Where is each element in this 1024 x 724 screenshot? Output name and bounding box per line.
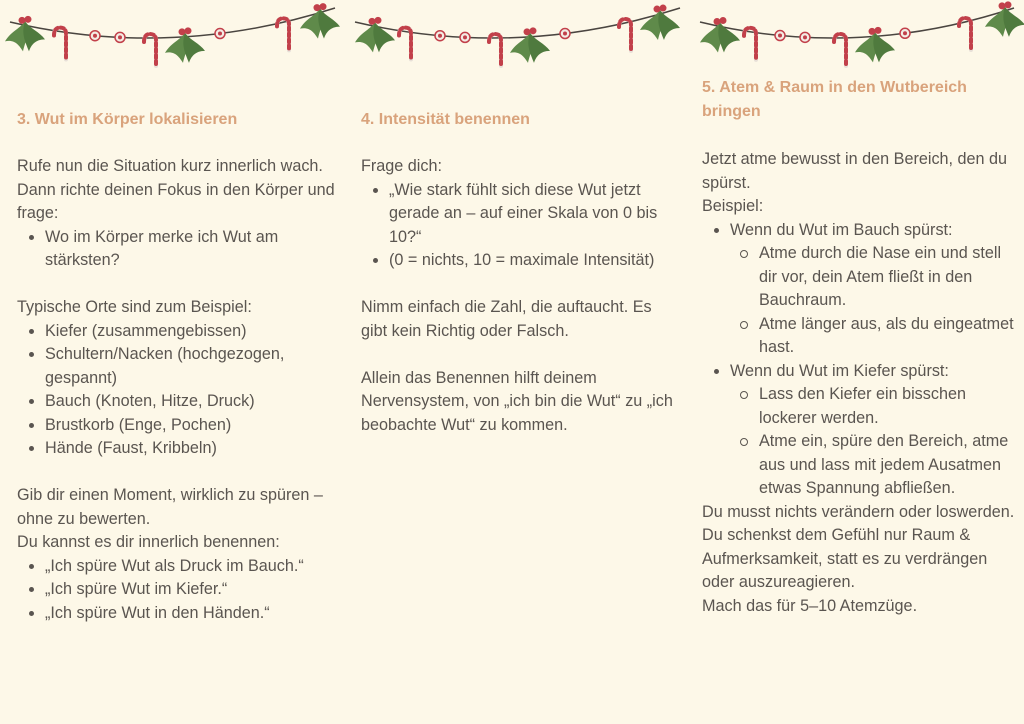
candy-cane-icon	[144, 34, 156, 66]
case-jaw-list	[730, 383, 1017, 501]
holly-icon	[5, 16, 45, 52]
peppermint-icon	[900, 28, 910, 38]
localize-body	[17, 155, 337, 625]
outro-1: Du musst nichts verändern oder loswerden.	[702, 502, 1015, 521]
cases-list-2	[702, 360, 1017, 384]
breath-body	[702, 148, 1017, 618]
holly-icon	[700, 17, 740, 53]
list-item: Atme durch die Nase ein und stell dir vor, dein Atem fließt in den Bauchraum.	[730, 242, 1017, 313]
peppermint-icon	[560, 29, 570, 39]
names-list	[17, 555, 337, 626]
candy-cane-icon	[399, 28, 411, 60]
list-item: Atme länger aus, als du eingeatmet hast.	[730, 313, 1017, 360]
list-item: Wo im Körper merke ich Wut am stärksten?	[17, 226, 337, 273]
case-belly-list	[730, 242, 1017, 360]
list-item: Schultern/Nacken (hochgezogen, gespannt)	[17, 343, 337, 390]
candy-cane-icon	[959, 18, 971, 50]
candy-cane-icon	[489, 34, 501, 66]
ask-text: Frage dich:	[361, 157, 442, 175]
outro-2: Du schenkst dem Gefühl nur Raum & Aufmerksamkeit, statt es zu verdrängen oder auszureagieren.	[702, 526, 988, 591]
heading-intensity: 4. Intensität benennen	[361, 111, 530, 128]
localize-intro: Rufe nun die Situation kurz innerlich wach. Dann richte deinen Fokus in den Körper und frage:	[17, 157, 335, 222]
list-item: Kiefer (zusammengebissen)	[17, 320, 337, 344]
list-item: Brustkorb (Enge, Pochen)	[17, 414, 337, 438]
list-item	[702, 360, 1017, 384]
intensity-para-2: Allein das Benennen hilft deinem Nervensystem, von „ich bin die Wut“ zu „ich beobachte Wut“ zu kommen.	[361, 368, 673, 434]
name-intro: Du kannst es dir innerlich benennen:	[17, 533, 280, 551]
peppermint-icon	[800, 32, 810, 42]
places-list	[17, 320, 337, 461]
heading-breath-space: 5. Atem & Raum in den Wutbereich bringen	[702, 79, 967, 120]
list-item: „Ich spüre Wut im Kiefer.“	[17, 578, 337, 602]
christmas-garland-decoration	[0, 0, 1024, 80]
holly-icon	[355, 17, 395, 53]
peppermint-icon	[90, 31, 100, 41]
list-item: „Ich spüre Wut als Druck im Bauch.“	[17, 555, 337, 579]
case-jaw: Wenn du Wut im Kiefer spürst:	[730, 361, 949, 380]
peppermint-icon	[115, 32, 125, 42]
places-intro: Typische Orte sind zum Beispiel:	[17, 298, 252, 316]
breath-intro: Jetzt atme bewusst in den Bereich, den du spürst.	[702, 150, 1008, 192]
candy-cane-icon	[277, 18, 289, 50]
list-item: Lass den Kiefer ein bisschen lockerer werden.	[730, 383, 1017, 430]
peppermint-icon	[460, 32, 470, 42]
intensity-list	[361, 179, 681, 273]
candy-cane-icon	[834, 34, 846, 66]
cases-list	[702, 219, 1017, 243]
case-belly: Wenn du Wut im Bauch spürst:	[730, 220, 953, 239]
holly-icon	[165, 27, 205, 63]
candy-cane-icon	[619, 19, 631, 51]
holly-icon	[855, 27, 895, 63]
outro-3: Mach das für 5–10 Atemzüge.	[702, 596, 918, 615]
peppermint-icon	[775, 31, 785, 41]
list-item: Atme ein, spüre den Bereich, atme aus und lass mit jedem Ausatmen etwas Spannung abfließen.	[730, 430, 1017, 501]
peppermint-icon	[435, 31, 445, 41]
list-item: Bauch (Knoten, Hitze, Druck)	[17, 390, 337, 414]
heading-localize-anger: 3. Wut im Körper lokalisieren	[17, 111, 238, 128]
list-item: „Ich spüre Wut in den Händen.“	[17, 602, 337, 626]
candy-cane-icon	[744, 28, 756, 60]
holly-icon	[510, 27, 550, 63]
garland-string	[700, 8, 1014, 38]
intensity-para-1: Nimm einfach die Zahl, die auftaucht. Es gibt kein Richtig oder Falsch.	[361, 298, 652, 340]
list-item	[702, 219, 1017, 243]
list-item: „Wie stark fühlt sich diese Wut jetzt gerade an – auf einer Skala von 0 bis 10?“	[361, 179, 681, 250]
list-item: Hände (Faust, Kribbeln)	[17, 437, 337, 461]
holly-icon	[985, 1, 1024, 37]
example-label: Beispiel:	[702, 197, 764, 215]
list-item: (0 = nichts, 10 = maximale Intensität)	[361, 249, 681, 273]
question-list	[17, 226, 337, 273]
garland-string	[10, 8, 335, 38]
intensity-body	[361, 155, 681, 437]
peppermint-icon	[215, 29, 225, 39]
moment-text: Gib dir einen Moment, wirklich zu spüren – ohne zu bewerten.	[17, 486, 323, 528]
candy-cane-icon	[54, 28, 66, 60]
